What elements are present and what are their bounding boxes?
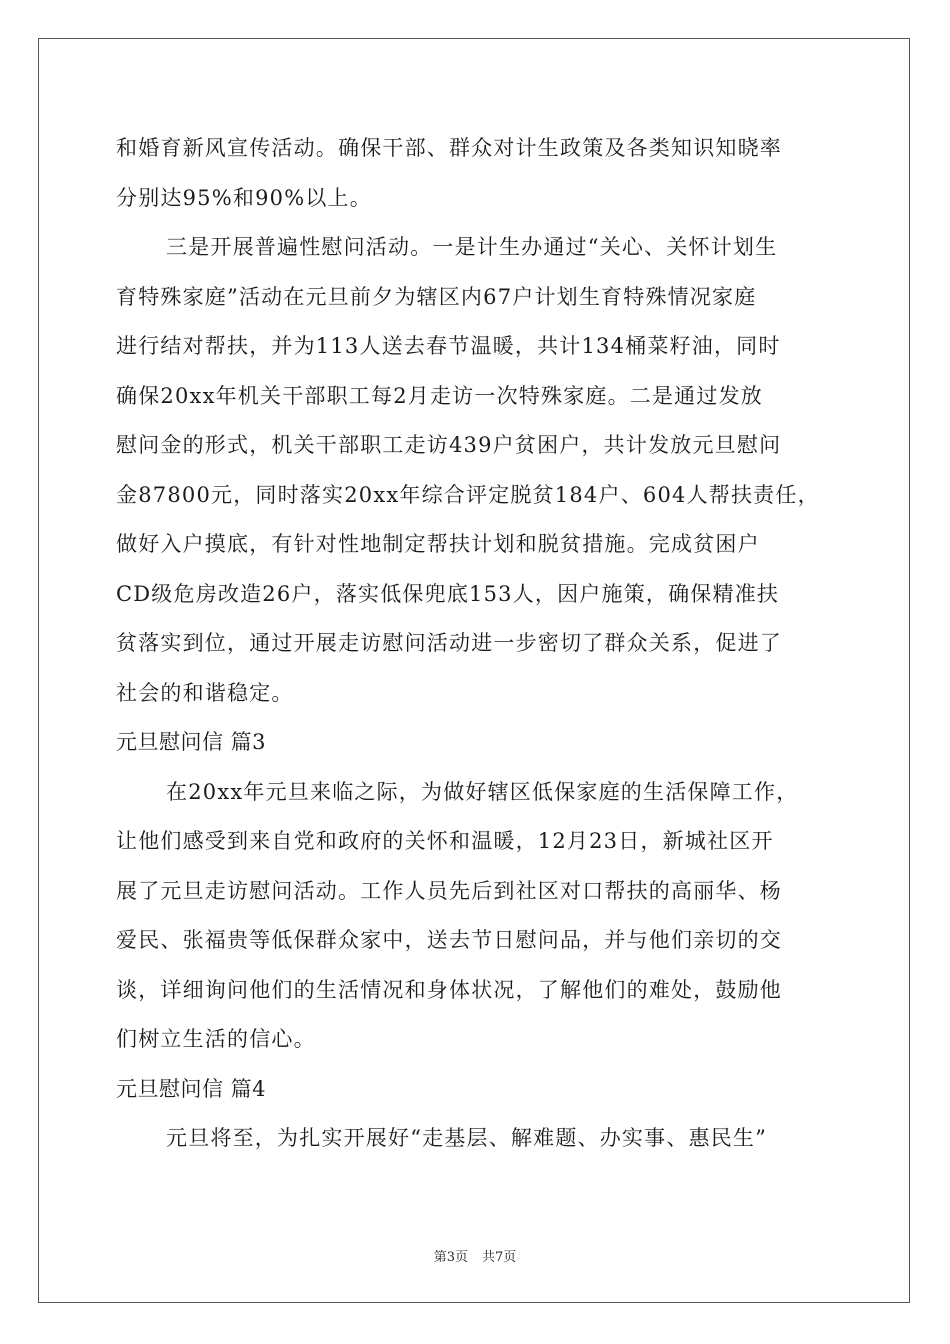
text-line: 们树立生活的信心。 [116, 1027, 316, 1051]
page-footer [0, 1246, 950, 1265]
text-line: 做好入户摸底，有针对性地制定帮扶计划和脱贫措施。完成贫困户 [116, 532, 760, 556]
text-line: CD级危房改造26户，落实低保兜底153人，因户施策，确保精准扶 [116, 581, 780, 606]
paragraph-start-line: 三是开展普遍性慰问活动。一是计生办通过“关心、关怀计划生 [166, 235, 778, 259]
text-line: 爱民、张福贵等低保群众家中，送去节日慰问品，并与他们亲切的交 [116, 928, 782, 952]
text-line: 慰问金的形式，机关干部职工走访439户贫困户，共计发放元旦慰问 [116, 433, 782, 457]
paragraph-start-line: 在20xx年元旦来临之际，为做好辖区低保家庭的生活保障工作， [166, 779, 799, 804]
text-line: 让他们感受到来自党和政府的关怀和温暖，12月23日，新城社区开 [116, 829, 774, 853]
section-heading: 元旦慰问信 篇4 [116, 1076, 267, 1101]
page-number-total: 共7页 [482, 1250, 517, 1265]
document-body [116, 124, 836, 1164]
text-line: 贫落实到位，通过开展走访慰问活动进一步密切了群众关系，促进了 [116, 631, 782, 655]
text-line: 育特殊家庭”活动在元旦前夕为辖区内67户计划生育特殊情况家庭 [116, 284, 757, 309]
text-line: 社会的和谐稳定。 [116, 680, 294, 705]
text-line: 确保20xx年机关干部职工每2月走访一次特殊家庭。二是通过发放 [116, 383, 763, 408]
paragraph-start-line: 元旦将至，为扎实开展好“走基层、解难题、办实事、惠民生” [166, 1126, 768, 1150]
page-number-current: 第3页 [433, 1250, 468, 1265]
text-line: 进行结对帮扶，并为113人送去春节温暖，共计134桶菜籽油，同时 [116, 334, 781, 358]
text-line: 分别达95%和90%以上。 [116, 185, 372, 210]
text-line: 展了元旦走访慰问活动。工作人员先后到社区对口帮扶的高丽华、杨 [116, 878, 782, 903]
text-line: 和婚育新风宣传活动。确保干部、群众对计生政策及各类知识知晓率 [116, 136, 782, 160]
section-heading: 元旦慰问信 篇3 [116, 730, 267, 754]
text-line: 谈，详细询问他们的生活情况和身体状况，了解他们的难处，鼓励他 [116, 977, 782, 1002]
text-line: 金87800元，同时落实20xx年综合评定脱贫184户、604人帮扶责任， [116, 482, 820, 507]
